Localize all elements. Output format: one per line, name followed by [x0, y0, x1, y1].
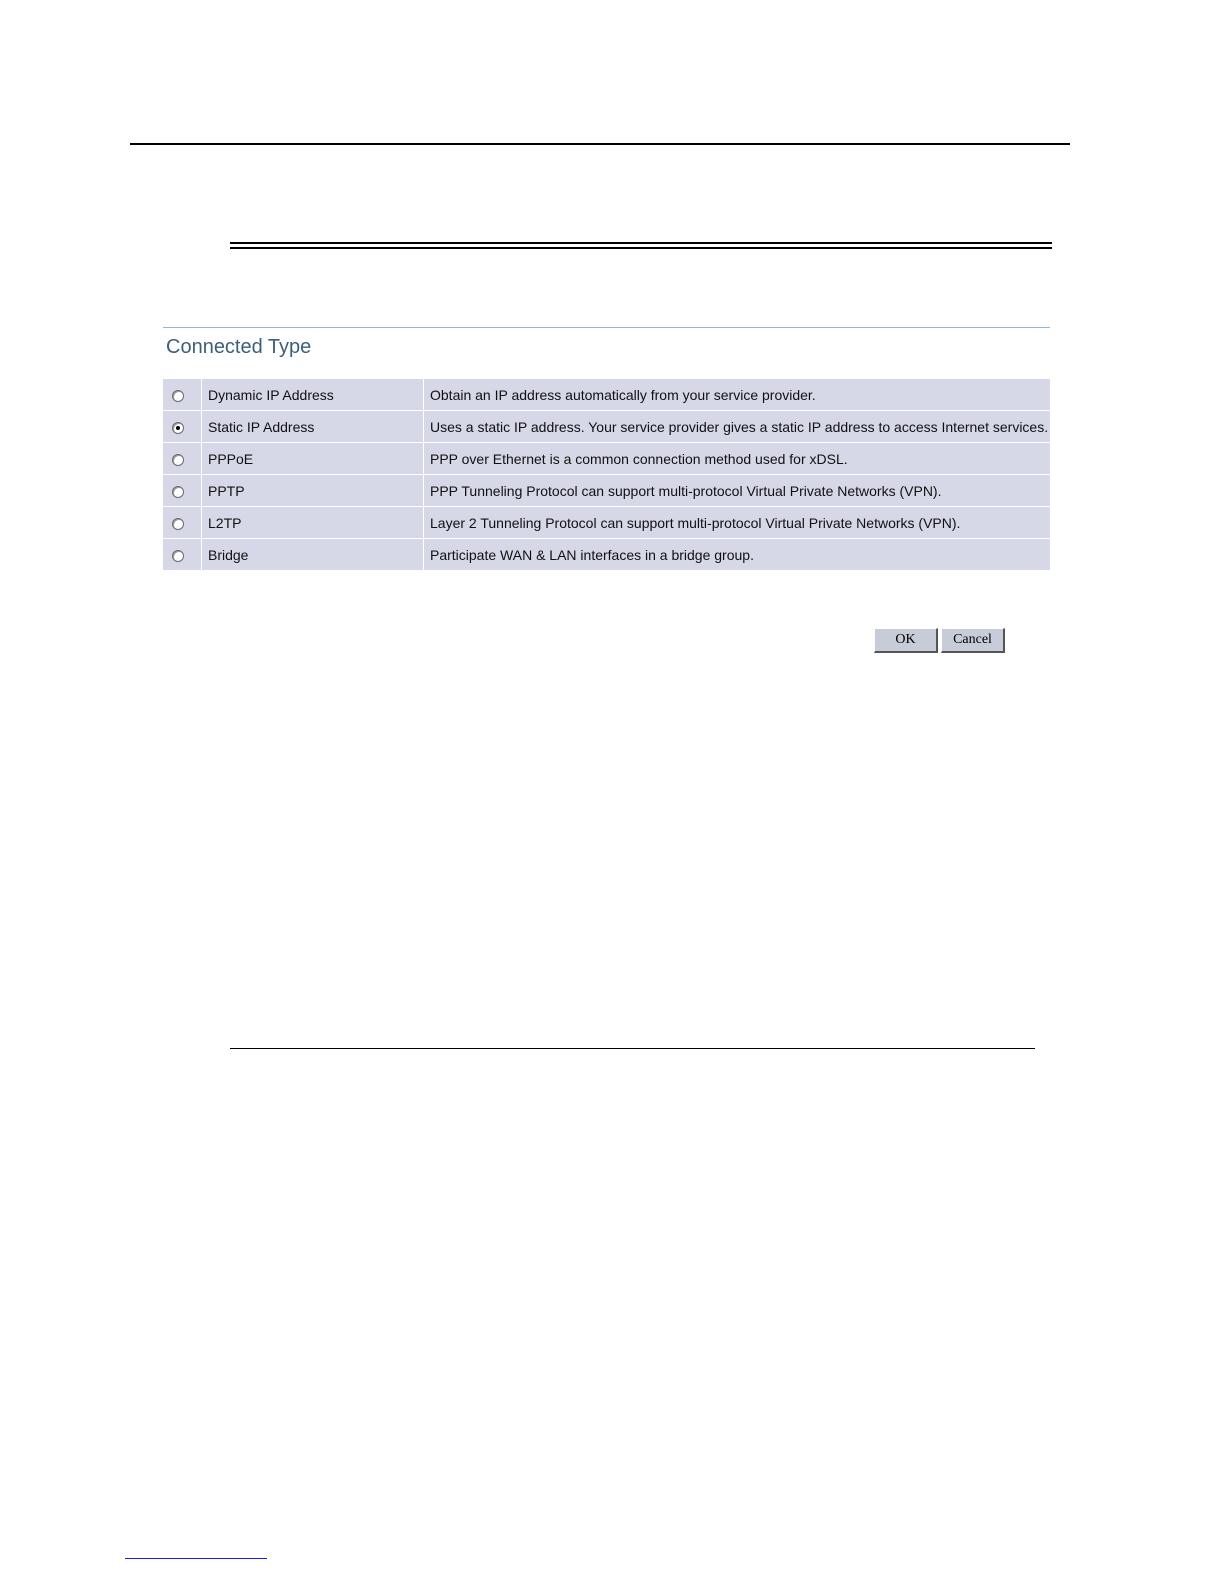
option-name: Bridge: [202, 539, 424, 571]
option-description: Participate WAN & LAN interfaces in a bridge group.: [424, 539, 1051, 571]
panel-top-rule: [163, 327, 1050, 328]
table-row[interactable]: [163, 411, 1050, 443]
option-name: PPPoE: [202, 443, 424, 475]
page-header-rule: [130, 143, 1070, 145]
section-double-rule: [230, 242, 1052, 249]
option-description: Uses a static IP address. Your service provider gives a static IP address to access Internet services.: [424, 411, 1051, 443]
table-row[interactable]: [163, 507, 1050, 539]
option-name: L2TP: [202, 507, 424, 539]
radio-dynamic-ip[interactable]: [172, 390, 184, 402]
table-row[interactable]: [163, 443, 1050, 475]
section-bottom-rule: [230, 1048, 1035, 1049]
cancel-button[interactable]: Cancel: [941, 628, 1005, 653]
radio-l2tp[interactable]: [172, 518, 184, 530]
radio-pppoe[interactable]: [172, 454, 184, 466]
option-description: PPP Tunneling Protocol can support multi-protocol Virtual Private Networks (VPN).: [424, 475, 1051, 507]
option-description: Obtain an IP address automatically from your service provider.: [424, 379, 1051, 411]
table-row[interactable]: [163, 379, 1050, 411]
option-name: Static IP Address: [202, 411, 424, 443]
option-name: PPTP: [202, 475, 424, 507]
table-row[interactable]: [163, 539, 1050, 571]
connection-type-table: [163, 378, 1050, 571]
table-row[interactable]: [163, 475, 1050, 507]
radio-static-ip[interactable]: [172, 422, 184, 434]
ok-button[interactable]: OK: [874, 628, 938, 653]
connected-type-panel: [163, 327, 1050, 563]
footnote-rule: [125, 1558, 267, 1559]
panel-title: Connected Type: [166, 336, 312, 358]
radio-pptp[interactable]: [172, 486, 184, 498]
option-name: Dynamic IP Address: [202, 379, 424, 411]
option-description: Layer 2 Tunneling Protocol can support multi-protocol Virtual Private Networks (VPN).: [424, 507, 1051, 539]
radio-bridge[interactable]: [172, 550, 184, 562]
option-description: PPP over Ethernet is a common connection method used for xDSL.: [424, 443, 1051, 475]
